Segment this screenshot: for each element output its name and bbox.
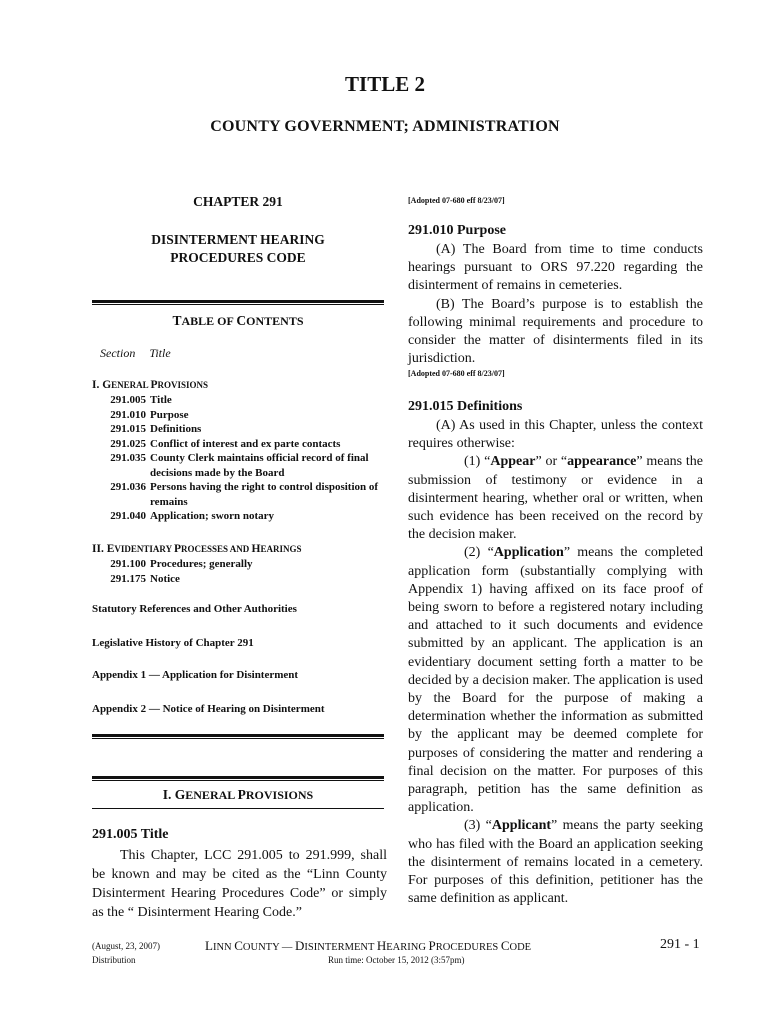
toc-entry-number: 291.015	[110, 423, 146, 435]
divider	[92, 300, 384, 303]
divider	[92, 808, 384, 809]
section-291-015-a: (A) As used in this Chapter, unless the context requires otherwise:	[408, 418, 703, 452]
toc-entry	[92, 557, 392, 572]
chapter-name: DISINTERMENT HEARING PROCEDURES CODE	[151, 232, 325, 265]
section-291-005-text: This Chapter, LCC 291.005 to 291.999, shall be known and may be cited as the “Linn County Disinterment Hearing Procedures Code” or simply as the “ Disinterment Hearing Code.”	[92, 848, 387, 920]
section-291-010-body	[408, 241, 703, 368]
toc-section-label: Section	[100, 346, 136, 360]
section-291-010-title: 291.010 Purpose	[408, 223, 506, 238]
toc-entry-number: 291.100	[110, 558, 146, 570]
toc-statutory-references: Statutory References and Other Authorities	[92, 603, 297, 615]
toc-entry-title: Persons having the right to control disposition of remains	[150, 481, 379, 508]
definition-applicant: (3) “Applicant” means the party seeking who has filed with the Board an application seeking the disinterment of remains located in a cemetery. For purposes of this definition, petitioner has the same definition as applicant.	[408, 818, 703, 907]
toc-entry-title: Conflict of interest and ex parte contacts	[150, 437, 341, 450]
toc-entry-number: 291.035	[110, 452, 146, 464]
toc-entry-number: 291.005	[110, 394, 146, 406]
toc-entry-title: County Clerk maintains official record of final decisions made by the Board	[150, 452, 369, 479]
section-291-010-b: (B) The Board’s purpose is to establish the following minimal requirements and procedure to consider the matter of disinterments filed in its jurisdiction.	[408, 296, 703, 367]
toc-entry-number: 291.010	[110, 408, 146, 421]
document-title: TITLE 2	[345, 72, 425, 96]
toc-header	[100, 346, 185, 361]
toc-entry-number: 291.040	[110, 510, 146, 522]
toc-entry	[92, 509, 392, 524]
adopted-note: [Adopted 07-680 eff 8/23/07]	[408, 196, 505, 205]
section-291-015-body	[408, 417, 703, 908]
toc-entry-title: Procedures; generally	[150, 558, 253, 570]
toc-entry-title: Application; sworn notary	[150, 510, 275, 522]
section-heading-general: I. GENERAL PROVISIONS	[162, 787, 314, 802]
toc-entry-number: 291.036	[110, 481, 146, 493]
toc-entry	[92, 437, 392, 452]
section-291-010-a: (A) The Board from time to time conducts hearings pursuant to ORS 97.220 regarding the disinterment of remains in cemeteries.	[408, 242, 703, 294]
toc-title: TABLE OF CONTENTS	[172, 313, 304, 328]
toc-entry-title: Title	[150, 394, 172, 406]
section-291-015-title: 291.015 Definitions	[408, 399, 523, 414]
footer-date: (August, 23, 2007)	[92, 941, 160, 951]
toc-appendix-2: Appendix 2 — Notice of Hearing on Disinterment	[92, 703, 325, 715]
divider	[92, 776, 384, 779]
section-291-005-title: 291.005 Title	[92, 827, 169, 842]
definition-appear: (1) “Appear” or “appearance” means the submission of testimony or evidence in a disinterment hearing, whether oral or written, when such evidence has been received on the record by the decision maker.	[408, 454, 703, 543]
toc-legislative-history: Legislative History of Chapter 291	[92, 637, 254, 649]
chapter-number: CHAPTER 291	[193, 194, 283, 209]
footer-running-title: LINN COUNTY — DISINTERMENT HEARING PROCEDURES CODE	[205, 938, 532, 953]
definition-application: (2) “Application” means the completed application form (substantially complying with Appendix 1) having affixed on its face proof of being sworn to before a registered notary including and attached to it such documents and evidence submitted by an applicant. The application is an evidentiary document setting forth a matter to be decided by a decision maker. The application is used by the Board for the purpose of making a determination whether the information as submitted by the applicant may be deemed complete for purposes of considering the matter and rendering a final decision on the matter. For purposes of this paragraph, petition has the same definition as application.	[408, 545, 703, 816]
toc-title-label: Title	[149, 346, 171, 360]
toc-entry	[92, 451, 392, 480]
footer-run-time: Run time: October 15, 2012 (3:57pm)	[328, 955, 465, 965]
toc-entry-number: 291.025	[110, 437, 146, 450]
toc-entry	[92, 572, 392, 587]
toc-entry	[92, 480, 392, 509]
toc-entry	[92, 393, 392, 408]
toc-entry-title: Notice	[150, 572, 180, 585]
footer-distribution: Distribution	[92, 955, 136, 965]
page-number: 291 - 1	[660, 937, 700, 952]
document-subtitle: COUNTY GOVERNMENT; ADMINISTRATION	[210, 118, 560, 135]
toc-entry	[92, 422, 392, 437]
toc-group-general: I. GENERAL PROVISIONS	[92, 379, 208, 391]
adopted-note: [Adopted 07-680 eff 8/23/07]	[408, 369, 505, 378]
toc-entry-number: 291.175	[110, 572, 146, 585]
divider	[92, 734, 384, 737]
toc-entry-title: Definitions	[150, 423, 202, 435]
toc-entry-title: Purpose	[150, 408, 189, 421]
toc-entry	[92, 408, 392, 423]
toc-group-evidentiary: II. EVIDENTIARY PROCESSES AND HEARINGS	[92, 543, 302, 555]
toc-list-general	[92, 393, 392, 524]
toc-appendix-1: Appendix 1 — Application for Disinterment	[92, 669, 299, 681]
toc-list-evidentiary	[92, 557, 392, 586]
